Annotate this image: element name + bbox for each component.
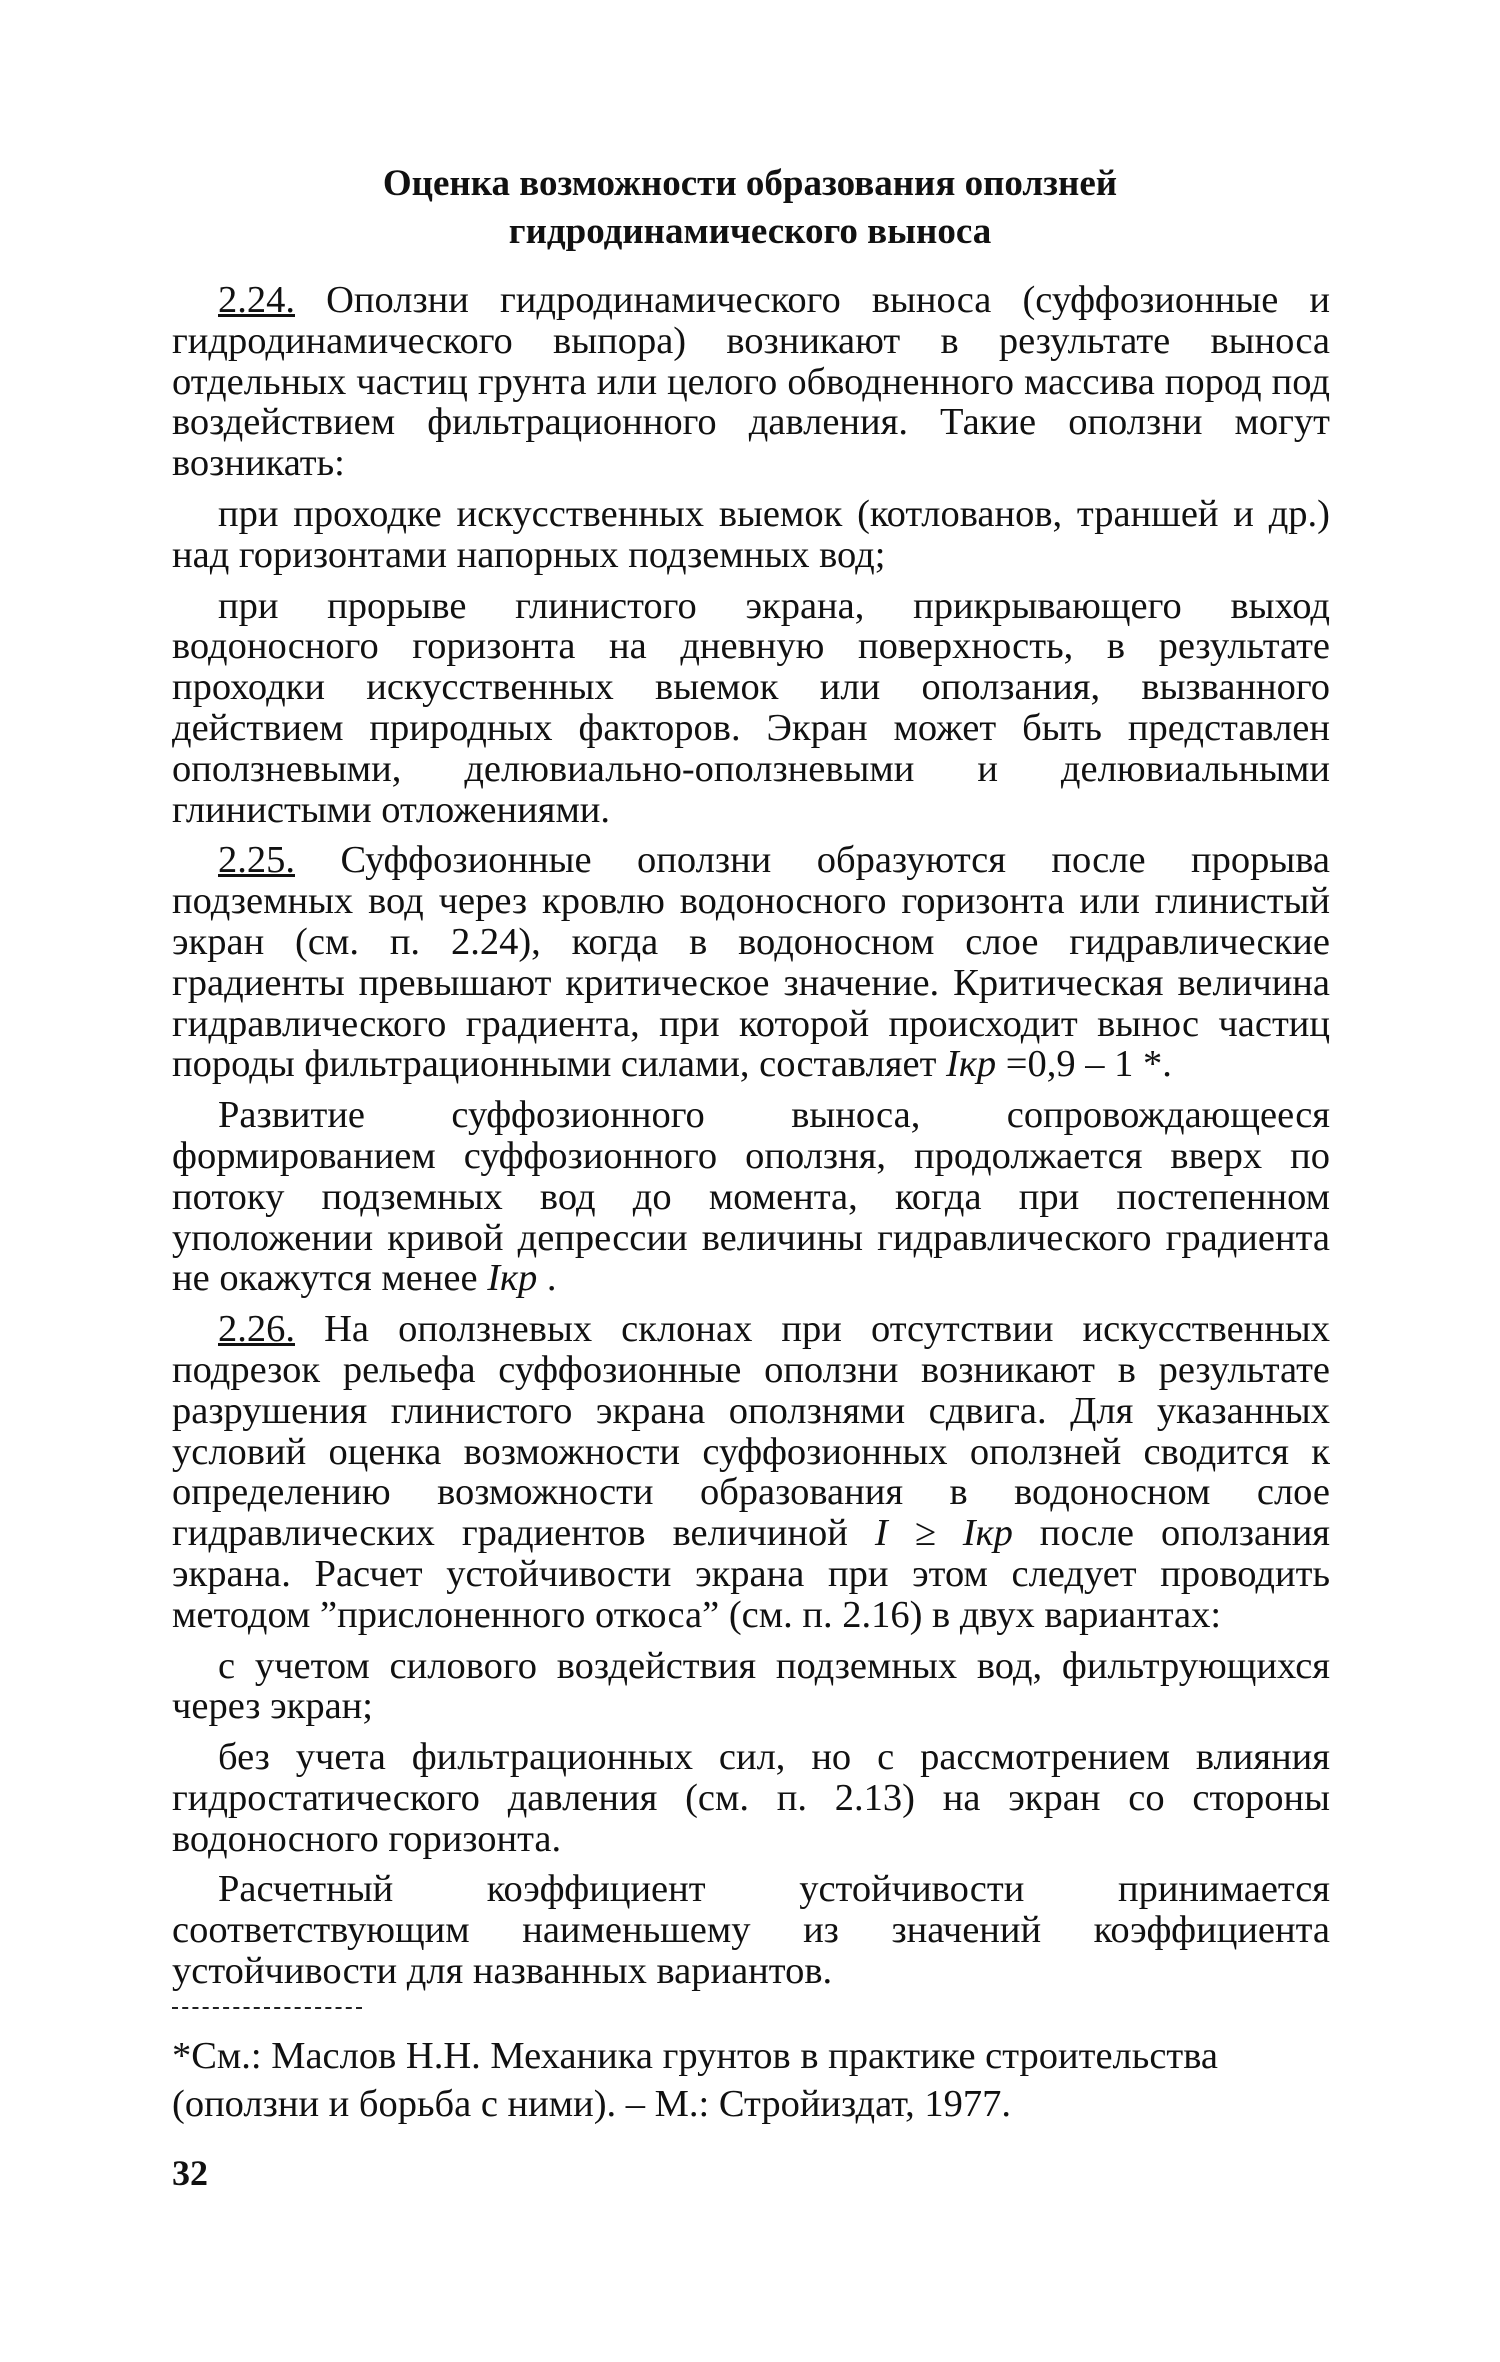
paragraph-text: с учетом силового воздействия подземных вод, фильтрующихся через экран; [172, 1644, 1330, 1728]
paragraph-number: 2.24. [218, 279, 295, 321]
paragraph-text-tail: после оползания экрана. Расчет устойчивости экрана при этом следует проводить методом ”прислоненного откоса” (см. п. 2.16) в двух вариантах: [172, 1512, 1331, 1636]
paragraph-text: Суффозионные оползни образуются после прорыва подземных вод через кровлю водоносного горизонта или глинистый экран (см. п. 2.24), когда в водоносном слое гидравлические градиенты превышают критическое значение. Критическая величина гидравлического градиента, при которой происходит вынос частиц породы фильтрационными силами, составляет [172, 839, 1330, 1086]
paragraph-number: 2.26. [218, 1308, 295, 1351]
footnote-divider [172, 2007, 362, 2009]
section-title-line-2: гидродинамического выноса [508, 211, 992, 252]
paragraph-text: На оползневых склонах при отсутствии искусственных подрезок рельефа суффозионные оползни возникают в результате разрушения глинистого экрана оползнями сдвига. Для указанных условий оценка возможности суффозионных оползней сводится к определению возможности образования в водоносном слое гидравлических градиентов величиной [172, 1308, 1330, 1555]
paragraph-text: при прорыве глинистого экрана, прикрывающего выход водоносного горизонта на дневную поверхность, в результате проходки искусственных выемок или оползания, вызванного действием природных факторов. Экран может быть представлен оползневыми, делювиально-оползневыми и делювиальными глинистыми отложениями. [172, 584, 1330, 831]
paragraph-2-24 [172, 280, 1330, 484]
list-item-with-seepage [172, 1646, 1330, 1728]
paragraph-suffosion-development [172, 1095, 1330, 1299]
formula: Iкр [487, 1257, 538, 1300]
paragraph-text: без учета фильтрационных сил, но с рассмотрением влияния гидростатического давления (см. п. 2.13) на экран со стороны водоносного горизонта. [172, 1736, 1330, 1860]
list-item-screen-breakthrough [172, 586, 1330, 831]
paragraph-text-tail: . [537, 1257, 557, 1300]
paragraph-text: Расчетный коэффициент устойчивости принимается соответствующим наименьшему из значений коэффициента устойчивости для названных вариантов. [172, 1868, 1330, 1993]
page-number: 32 [172, 2153, 208, 2193]
list-item-excavations [172, 494, 1330, 576]
section-title-line-1: Оценка возможности образования оползней [382, 163, 1118, 204]
paragraph-text: Развитие суффозионного выноса, сопровождающееся формированием суффозионного оползня, продолжается вверх по потоку подземных вод до момента, когда при постепенном уположении кривой депрессии величины гидравлического градиента не окажутся менее [172, 1094, 1330, 1300]
body-text [172, 280, 1330, 1992]
list-item-without-seepage [172, 1737, 1330, 1859]
section-title [170, 160, 1330, 256]
paragraph-text: при проходке искусственных выемок (котлованов, траншей и др.) над горизонтами напорных подземных вод; [172, 492, 1330, 576]
paragraph-stability-coefficient [172, 1869, 1330, 1991]
formula: I ≥ Iкр [874, 1512, 1013, 1555]
paragraph-text-tail: =0,9 – 1 *. [996, 1043, 1172, 1086]
paragraph-2-26 [172, 1309, 1330, 1635]
paragraph-number: 2.25. [218, 839, 295, 882]
formula: Iкр [946, 1043, 997, 1086]
footnote-line-1: *См.: Маслов Н.Н. Механика грунтов в практике строительства [172, 2035, 1219, 2077]
footnote [172, 2032, 1330, 2128]
paragraph-text: Оползни гидродинамического выноса (суффозионные и гидродинамического выпора) возникают в результате выноса отдельных частиц грунта или целого обводненного массива пород под воздействием фильтрационного давления. Такие оползни могут возникать: [172, 279, 1330, 485]
paragraph-2-25 [172, 840, 1330, 1085]
footnote-line-2: (оползни и борьба с ними). – М.: Стройиздат, 1977. [172, 2083, 1012, 2125]
